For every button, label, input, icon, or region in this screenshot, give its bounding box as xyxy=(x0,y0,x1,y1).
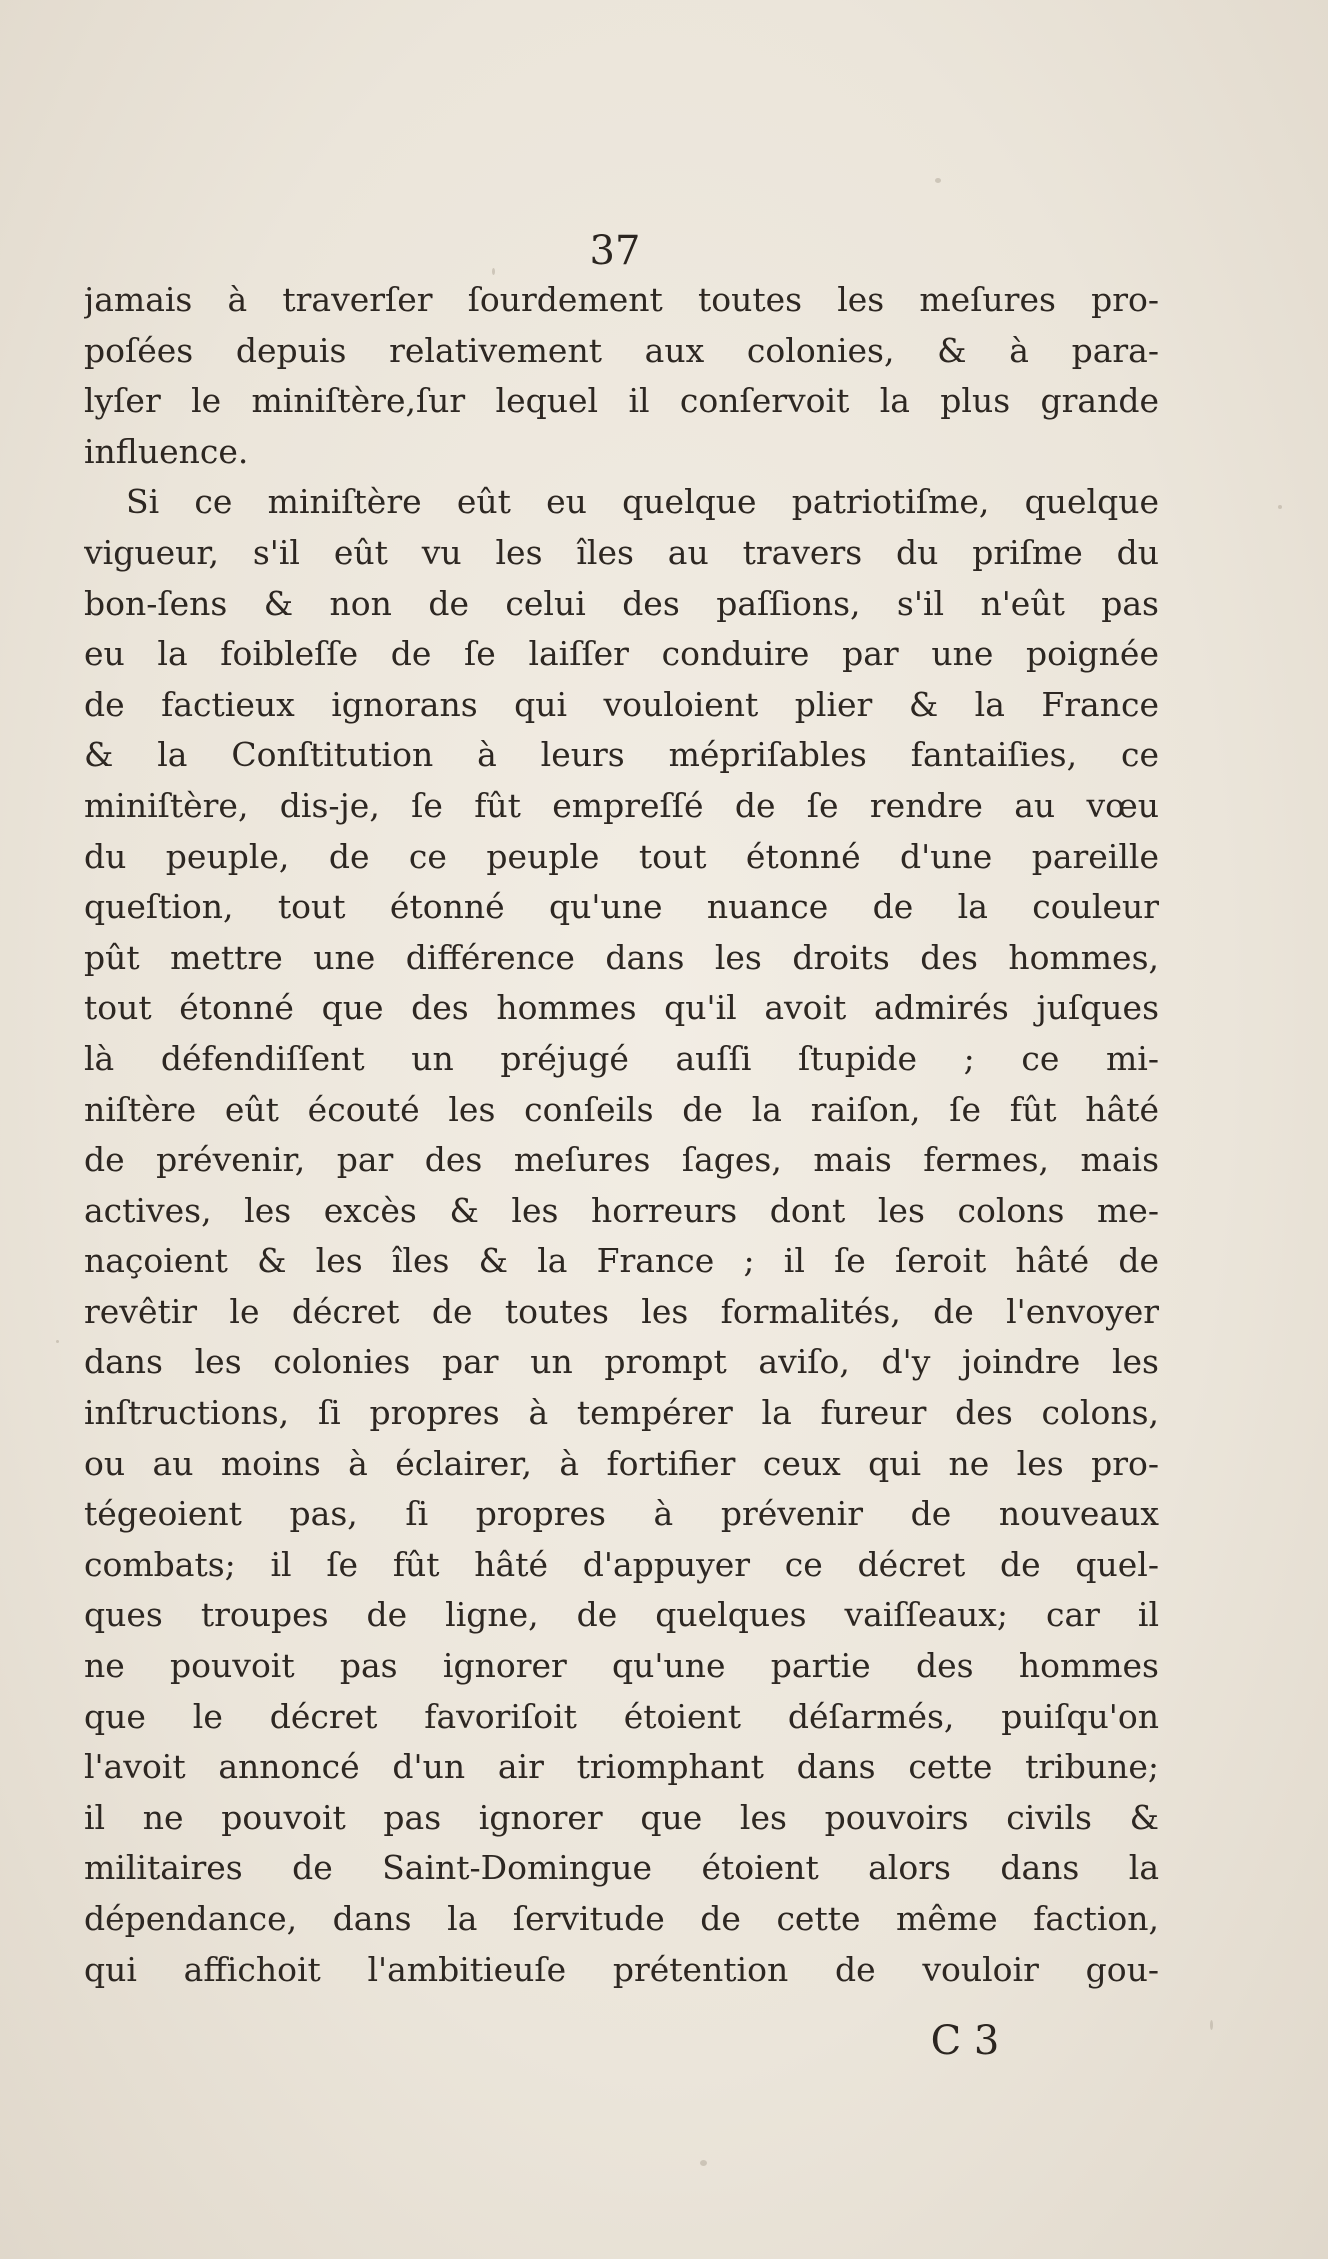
text-line: & la Conſtitution à leurs mépriſables fantaiſies, ce xyxy=(84,735,1159,775)
paper-speck xyxy=(935,178,941,183)
paper-speck xyxy=(1210,2020,1213,2030)
text-line: lyſer le miniſtère,ſur lequel il conſervoit la plus grande xyxy=(84,381,1159,421)
text-line: influence. xyxy=(84,431,249,471)
text-line: de factieux ignorans qui vouloient plier & la France xyxy=(84,684,1159,724)
text-line: ques troupes de ligne, de quelques vaiſſeaux; car il xyxy=(84,1595,1159,1635)
text-line: là défendiſſent un préjugé auſſi ſtupide ; ce mi- xyxy=(84,1038,1159,1078)
text-line: actives, les excès & les horreurs dont les colons me- xyxy=(84,1190,1159,1230)
text-line: pût mettre une différence dans les droits des hommes, xyxy=(84,937,1159,977)
text-line: dans les colonies par un prompt aviſo, d'y joindre les xyxy=(84,1342,1159,1382)
signature-mark: C 3 xyxy=(930,2018,1000,2064)
page-number: 37 xyxy=(589,228,641,274)
text-line: dépendance, dans la ſervitude de cette même faction, xyxy=(84,1899,1159,1938)
paper-speck xyxy=(700,2160,707,2166)
text-line: ou au moins à éclairer, à fortifier ceux qui ne les pro- xyxy=(84,1443,1159,1483)
body-text xyxy=(84,275,1159,1995)
text-line: naçoient & les îles & la France ; il ſe ſeroit hâté de xyxy=(84,1241,1159,1281)
text-line: jamais à traverſer ſourdement toutes les meſures pro- xyxy=(84,280,1159,319)
text-line: l'avoit annoncé d'un air triomphant dans cette tribune; xyxy=(84,1747,1159,1787)
text-line: bon-ſens & non de celui des paſſions, s'il n'eût pas xyxy=(84,583,1159,623)
text-line: tégeoient pas, ſi propres à prévenir de nouveaux xyxy=(84,1494,1159,1534)
text-line: combats; il ſe fût hâté d'appuyer ce décret de quel- xyxy=(84,1544,1159,1584)
text-line: du peuple, de ce peuple tout étonné d'une pareille xyxy=(84,836,1159,876)
paper-speck xyxy=(1278,505,1282,509)
text-line: il ne pouvoit pas ignorer que les pouvoirs civils & xyxy=(84,1797,1159,1837)
text-line: inſtructions, ſi propres à tempérer la fureur des colons, xyxy=(84,1393,1159,1433)
text-line: queſtion, tout étonné qu'une nuance de la couleur xyxy=(84,887,1159,927)
text-line: niſtère eût écouté les conſeils de la raiſon, ſe fût hâté xyxy=(84,1089,1159,1129)
text-line: miniſtère, dis-je, ſe fût empreſſé de ſe rendre au vœu xyxy=(84,785,1159,825)
text-line: ne pouvoit pas ignorer qu'une partie des hommes xyxy=(84,1646,1159,1686)
text-line: revêtir le décret de toutes les formalités, de l'envoyer xyxy=(84,1291,1159,1331)
text-line: vigueur, s'il eût vu les îles au travers du priſme du xyxy=(84,532,1159,572)
text-line: de prévenir, par des meſures ſages, mais fermes, mais xyxy=(84,1140,1159,1180)
text-line: militaires de Saint-Domingue étoient alors dans la xyxy=(84,1848,1159,1888)
text-line: eu la foibleſſe de ſe laiſſer conduire par une poignée xyxy=(84,634,1159,674)
text-line: que le décret favoriſoit étoient déſarmés, puiſqu'on xyxy=(84,1696,1159,1736)
paper-speck xyxy=(492,268,495,275)
text-line: tout étonné que des hommes qu'il avoit admirés juſques xyxy=(84,988,1159,1028)
text-line: Si ce miniſtère eût eu quelque patriotiſme, quelque xyxy=(126,482,1159,522)
text-line: qui affichoit l'ambitieuſe prétention de vouloir gou- xyxy=(84,1949,1159,1989)
paper-speck xyxy=(56,1340,59,1343)
text-line: poſées depuis relativement aux colonies, & à para- xyxy=(84,330,1159,370)
